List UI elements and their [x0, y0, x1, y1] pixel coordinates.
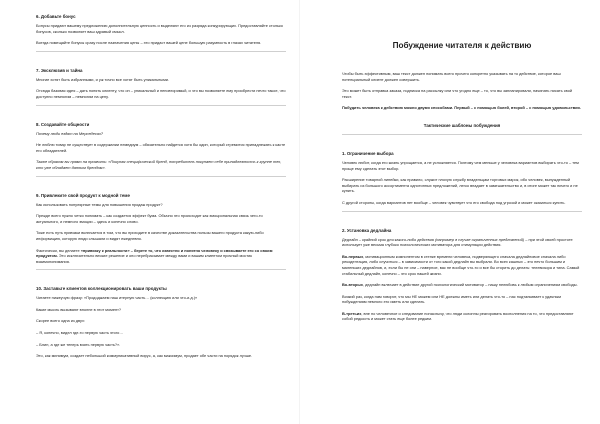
paragraph: Многие хотят быть избранными, и уж точно все хотят быть уникальными.: [36, 76, 170, 82]
text-run: Это исключительно веские решение и оно перебрасывает между вами и вашим клиентом прочный мостик взаимопонимания.: [36, 253, 252, 264]
section-divider: [36, 176, 286, 177]
bold-text: Во-первых: [342, 253, 364, 259]
section-divider: [36, 269, 286, 270]
text-run: Дедлайн – крайний срок для какого-либо действия: [342, 236, 435, 242]
paragraph: [36, 248, 286, 265]
paragraph: Всякий раз, когда нам говорят, что мы НЕ можем или НЕ должны иметь или делать что-то – нас подталкивает к удачным побуждениям немного это иметь или сделать.: [342, 293, 561, 305]
bold-text: Побудить человека к действию можно двумя способами. Первый – с помощью болей, второй – с помощью удовольствия.: [342, 105, 581, 111]
section-divider: [36, 51, 286, 52]
paragraph: Человек любит, когда его жизнь упрощается, а не усложняется. Поэтому чем меньше у человека вариантов выбирать что-то – тем проще ему сделать этот выбор.: [342, 159, 579, 171]
paragraph: С другой стороны, когда вариантов нет вообще – человек чувствует что его свобода под угрозой и может оказаться купить.: [342, 199, 566, 205]
right-page: [300, 0, 600, 424]
paragraph: Как использовать популярные темы для повышения продаж продукт?: [36, 201, 163, 207]
section-divider: [342, 134, 582, 135]
italic-text: Также образом вы прямо на проявить: «Покупая специфический бренд, потребитель покупает себе принадлежность к группе тех, кто уже обладает данным брендом».: [36, 159, 282, 170]
paragraph: [36, 131, 286, 137]
paragraph: [36, 159, 286, 170]
bold-text: В-третьих: [342, 310, 362, 316]
section-heading: 7. Эксклюзив и тайна: [36, 67, 83, 73]
paragraph: – Блин, а где же теперь взять первую часть?».: [36, 341, 121, 347]
italic-text: (например в случае ограниченных предложений): [434, 236, 525, 242]
paragraph: Читаете нижеучую фразу: «Прододжаем наш итерную часть… (коллекцию или что-и.д.)»: [36, 295, 198, 301]
section-heading: 9. Привлеките свой продукт к модной теме: [36, 192, 130, 198]
section-heading: 6. Добавьте бонус: [36, 14, 76, 19]
text-run: , вне но человечное и следование понаслычу, что люди склонны реагировать восполнения на то, что предоставляют собой редкость и может стать еще более редким.: [342, 310, 574, 322]
subtitle: Тактические шаблоны побуждения: [423, 122, 501, 128]
paragraph: [342, 311, 582, 322]
paragraph: Отсюда базовая идея – дать понять клиенту, что он – уникальный и неповторимый, и что вы позволяете ему приобрести нечто такое, что доступно немногим – немногим на цену.: [36, 88, 286, 99]
paragraph: Какие мысль вызывают вполне в этот момент?: [36, 306, 122, 312]
section-heading: 8. Создавайте общности: [36, 121, 90, 127]
paragraph: [342, 237, 582, 248]
text-run: , дедлайн включает в действие другой психологический мотиватор – нашу нелюбовь к любым ограничениям свободы.: [362, 282, 578, 288]
paragraph: Чтобы быть эффективным, ваш текст должен понимать всего прочего конкретно указывать на то действие, которое ваш потенциальный клиент должен совершить.: [342, 71, 561, 82]
page-title: Побуждение читателя к действию: [392, 41, 532, 50]
paragraph: [342, 254, 582, 276]
bold-text: Во-вторых: [342, 282, 363, 288]
bold-text: «привязку к реальности» – берете то, что известно и понятно человеку и связываете его со своим продуктом.: [36, 247, 273, 259]
paragraph: Бонусы придают вашему предложению дополнительную ценность и выделяют его из разряда конкурирующих. Предоставляйте столько бонусов, сколько позволяет ваш здравый смысл.: [36, 23, 283, 34]
text-run: – при этой своей простоте использует уже весьма глубоко психологических мотиватора для стимуляции действия.: [342, 236, 573, 248]
italic-text: Почему люди ездят на Мерседесах?: [36, 130, 104, 136]
section-heading: 1. Ограничение выбора: [342, 150, 394, 156]
paragraph: Это может быть отправка заказа, подписка на рассылку или что угодно еще – то, что вы запланировали, начинать писать свой текст.: [342, 88, 573, 99]
text-run: , мотивационным компонентом в стенке времени человека, подверяющего сначала дедлайновое сначала либо рекодентация, либо случиться – в зависимости от того какой дедлайн вы выбрали. Во всех кашных – это нечто большим и маленьких дедлайнов, и, если бы не они – наверное, вас не вообще что-то и все бы сторить до делать: телевизора и типа. Самый стабильный дедлайн, конечно – это срок нашей жизни.: [342, 253, 580, 276]
section-heading: 2. Установка дедлайна: [342, 227, 392, 233]
paragraph: Прежде всего нужно четко понимать – как создается эффект бума. Обычно это происходит как эмоциональная связь чего-то актуального, и немного эмоции – здесь и конечно слово.: [36, 213, 263, 224]
section-heading: 10. Заставьте клиентов коллекционировать ваши продукты: [36, 286, 167, 292]
paragraph: [342, 105, 582, 111]
paragraph: Скорее всего одна из двух:: [36, 318, 86, 324]
paragraph: – Я, конечно, видел где-то первую часть этого…: [36, 330, 124, 336]
paragraph: Расширение товарной линейки, как правило, служит плохую службу владельцам торговых марок, ибо человек, вынужденный выбирать из большого ассортимента однотипных предложений, легко впадает в замешательство и, в итоге может так ничего и не купить.: [342, 177, 578, 194]
section-divider: [36, 105, 286, 106]
section-divider: [342, 211, 582, 212]
paragraph: Тоже есть путь привязки включается в том, что вы приходите в качестве доказательства пользы вашего продукта какую-либо информацию, которую люди слышали и видят ежедневно.: [36, 230, 264, 241]
text-run: Фактически, вы делаете: [36, 247, 81, 253]
paragraph: Это, как минимум, создает небольшой коммуникативный вирус, а, как максимум, продает обе части на порядок лучше.: [36, 353, 253, 359]
paragraph: [342, 282, 582, 288]
paragraph: Всегда помещайте бонусы сразу после назначения цены – это придаст вашей цене большую разумность в глазах читателя.: [36, 40, 262, 46]
paragraph: Не люблю товар не существует в содержании немедиум – обязательно найдется хотя бы один, который стремится принадлежать к касте его обладателей.: [36, 142, 286, 153]
